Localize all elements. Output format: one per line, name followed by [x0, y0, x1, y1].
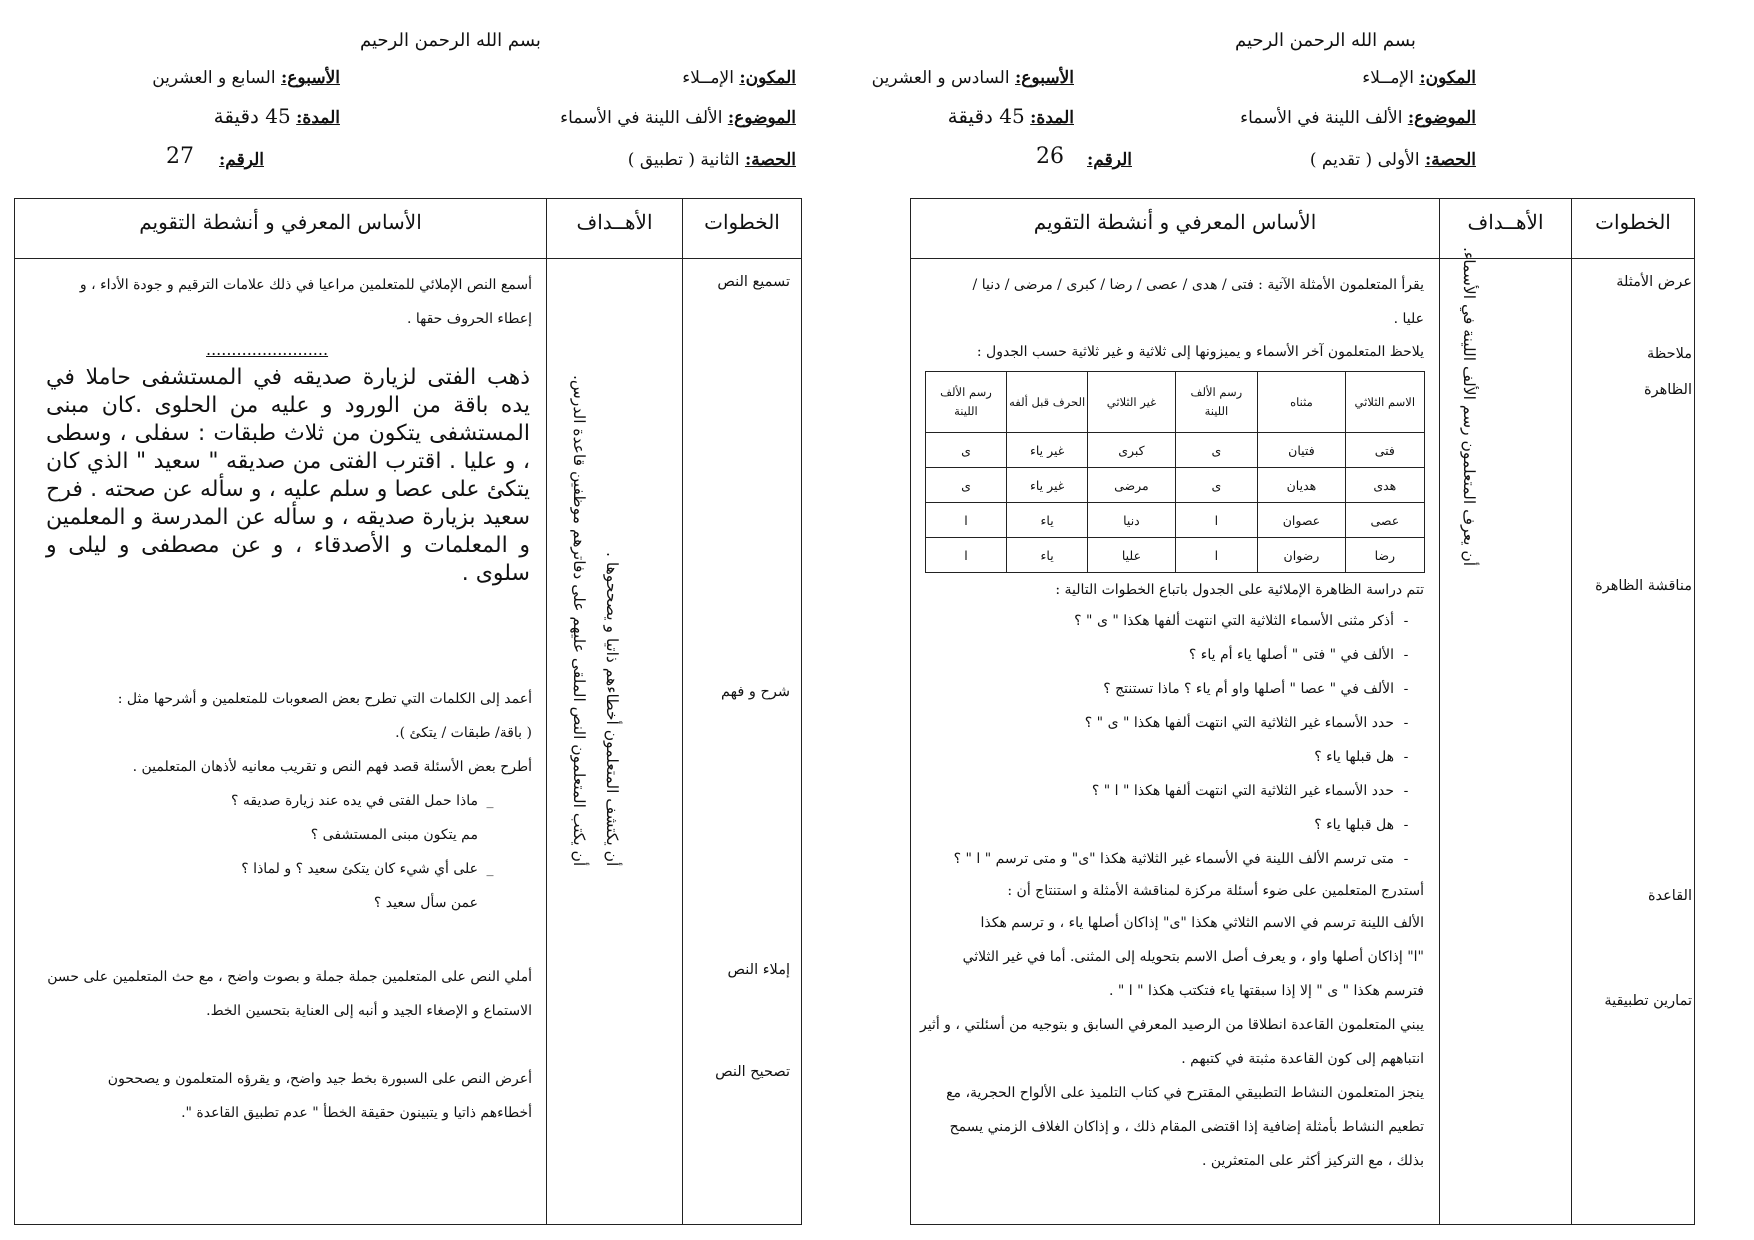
dictation-text: ذهب الفتى لزيارة صديقه في المستشفى حاملا في يده باقة من الورود و عليه من الحلوى .كان مبنى المستشفى يتكون من ثلاث طبقات : سفلى ، وسطى ، و عليا . اقترب الفتى من صديقه " سعيد " الذي كان يتكئ على عصا و سلم عليه ، و سأله عن صحته . فرح سعيد بزيارة صديقه ، و سأله عن المدرسة و المعلمين و المعلمات و الأصدقاء ، و عن مصطفى و ليلى و سلوى .	[46, 365, 530, 586]
left-content-intro: أسمع النص الإملائي للمتعلمين مراعيا في ذلك علامات الترقيم و جودة الأداء ، و إعطاء الحروف حقها .	[79, 277, 532, 327]
left-raqm-value: 27	[166, 144, 194, 169]
right-mokawin: المكون: الإمــلاء	[1362, 68, 1476, 88]
left-step: إملاء النص	[727, 962, 790, 978]
right-basmala: بسم الله الرحمن الرحيم	[1235, 30, 1416, 51]
right-step: القاعدة	[1647, 888, 1692, 904]
right-step: الظاهرة	[1643, 382, 1692, 398]
right-th-steps: الخطوات	[1595, 210, 1671, 234]
left-hissa: الحصة: الثانية ( تطبيق )	[627, 150, 796, 170]
right-step: ملاحظة	[1646, 346, 1692, 362]
right-mawdou: الموضوع: الألف اللينة في الأسماء	[1240, 108, 1476, 128]
left-goal-1: أن يكتب المتعلمون النص الملقى عليهم على دفاترهم موظفين قاعدة الدرس.	[570, 374, 588, 866]
left-mudda: المدة: 45 دقيقة	[213, 104, 340, 128]
left-mawdou: الموضوع: الألف اللينة في الأسماء	[560, 108, 796, 128]
left-mokawin: المكون: الإمــلاء	[682, 68, 796, 88]
left-th-goals: الأهــداف	[576, 210, 653, 234]
left-raqm-label: الرقم:	[219, 150, 264, 170]
grid-row: عصى عصوان ا دنيا ياء ا	[926, 503, 1425, 538]
left-table-header-divider	[14, 258, 802, 259]
right-mudda: المدة: 45 دقيقة	[947, 104, 1074, 128]
right-content-body: تتم دراسة الظاهرة الإملائية على الجدول باتباع الخطوات التالية : -أذكر مثنى الأسماء الثلاثية التي انتهت ألفها هكذا " ى " ؟ -الألف في " فتى " أصلها ياء أم ياء ؟ -الألف في " عصا " أصلها واو أم ياء ؟ ماذا تستنتج ؟ -حدد الأسماء غير الثلاثية التي انتهت ألفها هكذا " ى " ؟ -هل قبلها ياء ؟ -حدد الأسماء غير الثلاثية التي انتهت ألفها هكذا " ا " ؟ -هل قبلها ياء ؟ -متى ترسم الألف اللينة في الأسماء غير الثلاثية هكذا "ى" و متى ترسم " ا " ؟ أستدرج المتعلمين على ضوء أسئلة مركزة لمناقشة الأمثلة و استنتاج أن : الألف اللينة ترسم في الاسم الثلاثي هكذا "ى" إذاكان أصلها ياء ، و ترسم هكذا "ا" إذاكان أصلها واو ، و يعرف أصل الاسم بتحويله إلى المثنى. أما في غير الثلاثي فترسم هكذا " ى " إلا إذا سبقتها ياء فتكتب هكذا " ا " . يبني المتعلمون القاعدة انطلاقا من الرصيد المعرفي السابق و بتوجيه من أسئلتي ، و أثير انتباههم إلى كون القاعدة مثبتة في كتبهم . ينجز المتعلمون النشاط التطبيقي المقترح في كتاب التلميذ على الألواح الحجرية، مع تطعيم النشاط بأمثلة إضافية إذا اقتضى المقام ذلك ، و إذاكان الغلاف الزمني يسمح بذلك ، مع التركيز أكثر على المتعثرين .	[919, 582, 1424, 1169]
right-hissa: الحصة: الأولى ( تقديم )	[1309, 150, 1476, 170]
right-raqm-label: الرقم:	[1087, 150, 1132, 170]
right-step: مناقشة الظاهرة	[1595, 578, 1692, 594]
left-step: تصحيح النص	[715, 1064, 790, 1080]
right-th-goals: الأهــداف	[1467, 210, 1544, 234]
left-content-dictate: أملي النص على المتعلمين جملة جملة و بصوت واضح ، مع حث المتعلمين على حسن الاستماع و الإصغاء الجيد و أنبه إلى العناية بتحسين الخط.	[47, 969, 532, 1019]
grid-row: فتى فتيان ى كبرى غير ياء ى	[926, 433, 1425, 468]
right-raqm-value: 26	[1036, 144, 1064, 169]
right-table-col-divider	[1439, 198, 1440, 1225]
right-step: تمارين تطبيقية	[1604, 993, 1692, 1009]
grid-header-row: الاسم الثلاثي مثناه رسم الألف اللينة غير الثلاثي الحرف قبل ألفه رسم الألف اللينة	[926, 372, 1425, 433]
right-table-header-divider	[910, 258, 1695, 259]
dictation-title-placeholder: ........................	[206, 340, 329, 359]
left-content-correct: أعرض النص على السبورة بخط جيد واضح، و يقرؤه المتعلمون و يصححون أخطاءهم ذاتيا و يتبينون حقيقة الخطأ " عدم تطبيق القاعدة ".	[107, 1071, 532, 1121]
grid-row: رضا رضوان ا عليا ياء ا	[926, 538, 1425, 573]
left-th-content: الأساس المعرفي و أنشطة التقويم	[139, 210, 422, 234]
left-step: تسميع النص	[717, 274, 790, 290]
right-goal: أن يعرف المتعلمون رسم الألف اللينة في الأسماء.	[1460, 246, 1478, 566]
grid-row: هدى هديان ى مرضى غير ياء ى	[926, 468, 1425, 503]
left-osbou: الأسبوع: السابع و العشرين	[152, 68, 340, 88]
right-table-col-divider	[1571, 198, 1572, 1225]
left-th-steps: الخطوات	[704, 210, 780, 234]
right-alif-table	[925, 371, 1425, 573]
right-step: عرض الأمثلة	[1616, 274, 1692, 290]
left-step: شرح و فهم	[721, 684, 790, 700]
right-osbou: الأسبوع: السادس و العشرين	[871, 68, 1074, 88]
left-goal-2: أن يكتشف المتعلمون أخطاءهم ذاتيا و يصححوها .	[603, 551, 621, 866]
left-basmala: بسم الله الرحمن الرحيم	[360, 30, 541, 51]
right-th-content: الأساس المعرفي و أنشطة التقويم	[1033, 210, 1317, 234]
right-content-intro: يقرأ المتعلمون الأمثلة الآتية : فتى / هدى / عصى / رضا / كبرى / مرضى / دنيا / عليا . يلاحظ المتعلمون آخر الأسماء و يميزونها إلى ثلاثية و غير ثلاثية حسب الجدول :	[972, 277, 1424, 360]
left-table-col-divider	[682, 198, 683, 1225]
left-content-explain: أعمد إلى الكلمات التي تطرح بعض الصعوبات للمتعلمين و أشرحها مثل : ( باقة/ طبقات / يتكئ ). أطرح بعض الأسئلة قصد فهم النص و تقريب معانيه لأذهان المتعلمين . _ماذا حمل الفتى في يده عند زيارة صديقه ؟ مم يتكون مبنى المستشفى ؟ _على أي شيء كان يتكئ سعيد ؟ و لماذا ؟ عمن سأل سعيد ؟	[117, 691, 532, 911]
left-table-col-divider	[546, 198, 547, 1225]
